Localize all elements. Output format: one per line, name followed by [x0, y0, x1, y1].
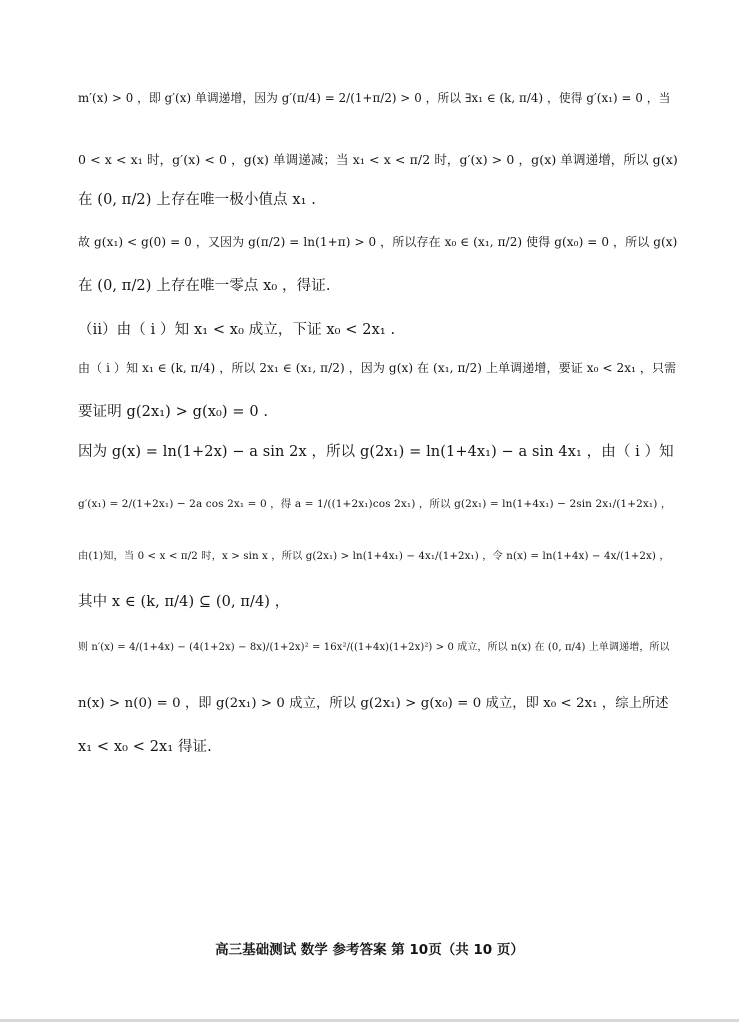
solution-line-15: x₁ < x₀ < 2x₁ 得证.: [78, 739, 212, 755]
page-footer: 高三基础测试 数学 参考答案 第 10页（共 10 页）: [215, 942, 524, 958]
solution-line-12: 其中 x ∈ (k, π/4) ⊆ (0, π/4) ，: [78, 594, 290, 610]
solution-line-6: （ii）由（ i ）知 x₁ < x₀ 成立，下证 x₀ < 2x₁ .: [78, 322, 396, 338]
solution-line-2: 0 < x < x₁ 时，g′(x) < 0 ，g(x) 单调递减；当 x₁ < x < π/2 时，g′(x) > 0 ，g(x) 单调递增，所以 g(x): [78, 152, 678, 167]
solution-line-7: 由（ i ）知 x₁ ∈ (k, π/4) ，所以 2x₁ ∈ (x₁, π/2) ，因为 g(x) 在 (x₁, π/2) 上单调递增，要证 x₀ < 2x₁ ，只需: [78, 361, 677, 375]
solution-line-5: 在 (0, π/2) 上存在唯一零点 x₀ ，得证.: [78, 278, 331, 294]
solution-line-14: n(x) > n(0) = 0 ，即 g(2x₁) > 0 成立，所以 g(2x₁) > g(x₀) = 0 成立，即 x₀ < 2x₁ ，综上所述: [78, 696, 669, 711]
solution-line-11: 由(1)知，当 0 < x < π/2 时，x > sin x ，所以 g(2x₁) > ln(1+4x₁) − 4x₁/(1+2x₁) ，令 n(x) = ln(1+4x) − 4x/(1+2x) ，: [78, 550, 670, 562]
solution-line-4: 故 g(x₁) < g(0) = 0 ，又因为 g(π/2) = ln(1+π) > 0 ，所以存在 x₀ ∈ (x₁, π/2) 使得 g(x₀) = 0 ，所以 g(x): [78, 235, 678, 249]
scan-edge: [0, 1019, 739, 1022]
solution-line-13: 则 n′(x) = 4/(1+4x) − (4(1+2x) − 8x)/(1+2x)² = 16x²/((1+4x)(1+2x)²) > 0 成立，所以 n(x) 在 (0, π/4) 上单调递增，所以: [78, 642, 670, 653]
solution-line-8: 要证明 g(2x₁) > g(x₀) = 0 .: [78, 404, 269, 420]
solution-line-1: m′(x) > 0 ，即 g′(x) 单调递增，因为 g′(π/4) = 2/(1+π/2) > 0 ，所以 ∃x₁ ∈ (k, π/4) ，使得 g′(x₁) = 0 ，当: [78, 91, 671, 105]
solution-line-3: 在 (0, π/2) 上存在唯一极小值点 x₁ .: [78, 192, 316, 208]
solution-line-9: 因为 g(x) = ln(1+2x) − a sin 2x ，所以 g(2x₁) = ln(1+4x₁) − a sin 4x₁ ，由（ i ）知: [78, 444, 674, 460]
solution-line-10: g′(x₁) = 2/(1+2x₁) − 2a cos 2x₁ = 0 ，得 a = 1/((1+2x₁)cos 2x₁) ，所以 g(2x₁) = ln(1+4x₁) − 2sin 2x₁/(1+2x₁) ，: [78, 498, 672, 510]
